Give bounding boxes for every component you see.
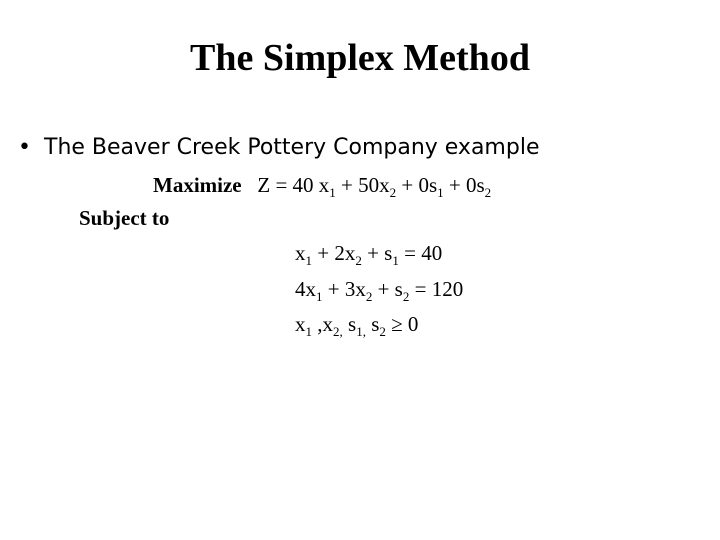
objective-term: + 0s <box>443 173 485 197</box>
constraint-rhs: = 120 <box>409 277 464 301</box>
constraint-term: + 3x <box>322 277 366 301</box>
maximize-keyword: Maximize <box>153 173 242 197</box>
subscript: 1 <box>392 253 399 268</box>
constraint-rhs: = 40 <box>398 241 443 265</box>
objective-term: + 0s <box>396 173 438 197</box>
bullet-marker: • <box>18 135 31 160</box>
subscript: 2 <box>355 253 362 268</box>
constraint-rhs: ≥ 0 <box>385 312 419 336</box>
subscript: 2 <box>389 185 397 200</box>
subject-to-text: Subject to <box>79 206 170 230</box>
constraint-term: ,x <box>312 312 333 336</box>
constraint-term: s <box>365 312 380 336</box>
subscript: 1 <box>437 185 444 200</box>
subscript: 1 <box>329 185 336 200</box>
nonnegativity-constraint <box>295 311 418 337</box>
subscript: 1, <box>356 324 366 339</box>
constraint-term: 4x <box>295 277 316 301</box>
objective-function <box>153 172 491 198</box>
subscript: 2, <box>333 324 343 339</box>
subscript: 2 <box>379 324 386 339</box>
subscript: 1 <box>305 253 312 268</box>
constraint-term: x <box>295 241 306 265</box>
subscript: 2 <box>484 185 492 200</box>
constraint-term: s <box>342 312 357 336</box>
constraint-term: x <box>295 312 306 336</box>
constraint-term: + s <box>361 241 393 265</box>
constraint-2 <box>295 276 463 302</box>
slide-title: The Simplex Method <box>190 37 530 79</box>
bullet-text: The Beaver Creek Pottery Company example <box>44 135 540 160</box>
bullet-item <box>18 133 539 163</box>
objective-term: Z = 40 x <box>257 173 330 197</box>
constraint-term: + s <box>372 277 403 301</box>
subscript: 2 <box>365 289 373 304</box>
constraint-1 <box>295 240 442 266</box>
objective-term: + 50x <box>335 173 390 197</box>
constraint-term: + 2x <box>312 241 356 265</box>
subscript: 1 <box>305 324 312 339</box>
subscript: 1 <box>316 289 323 304</box>
subject-to-label <box>79 205 169 231</box>
subscript: 2 <box>402 289 410 304</box>
